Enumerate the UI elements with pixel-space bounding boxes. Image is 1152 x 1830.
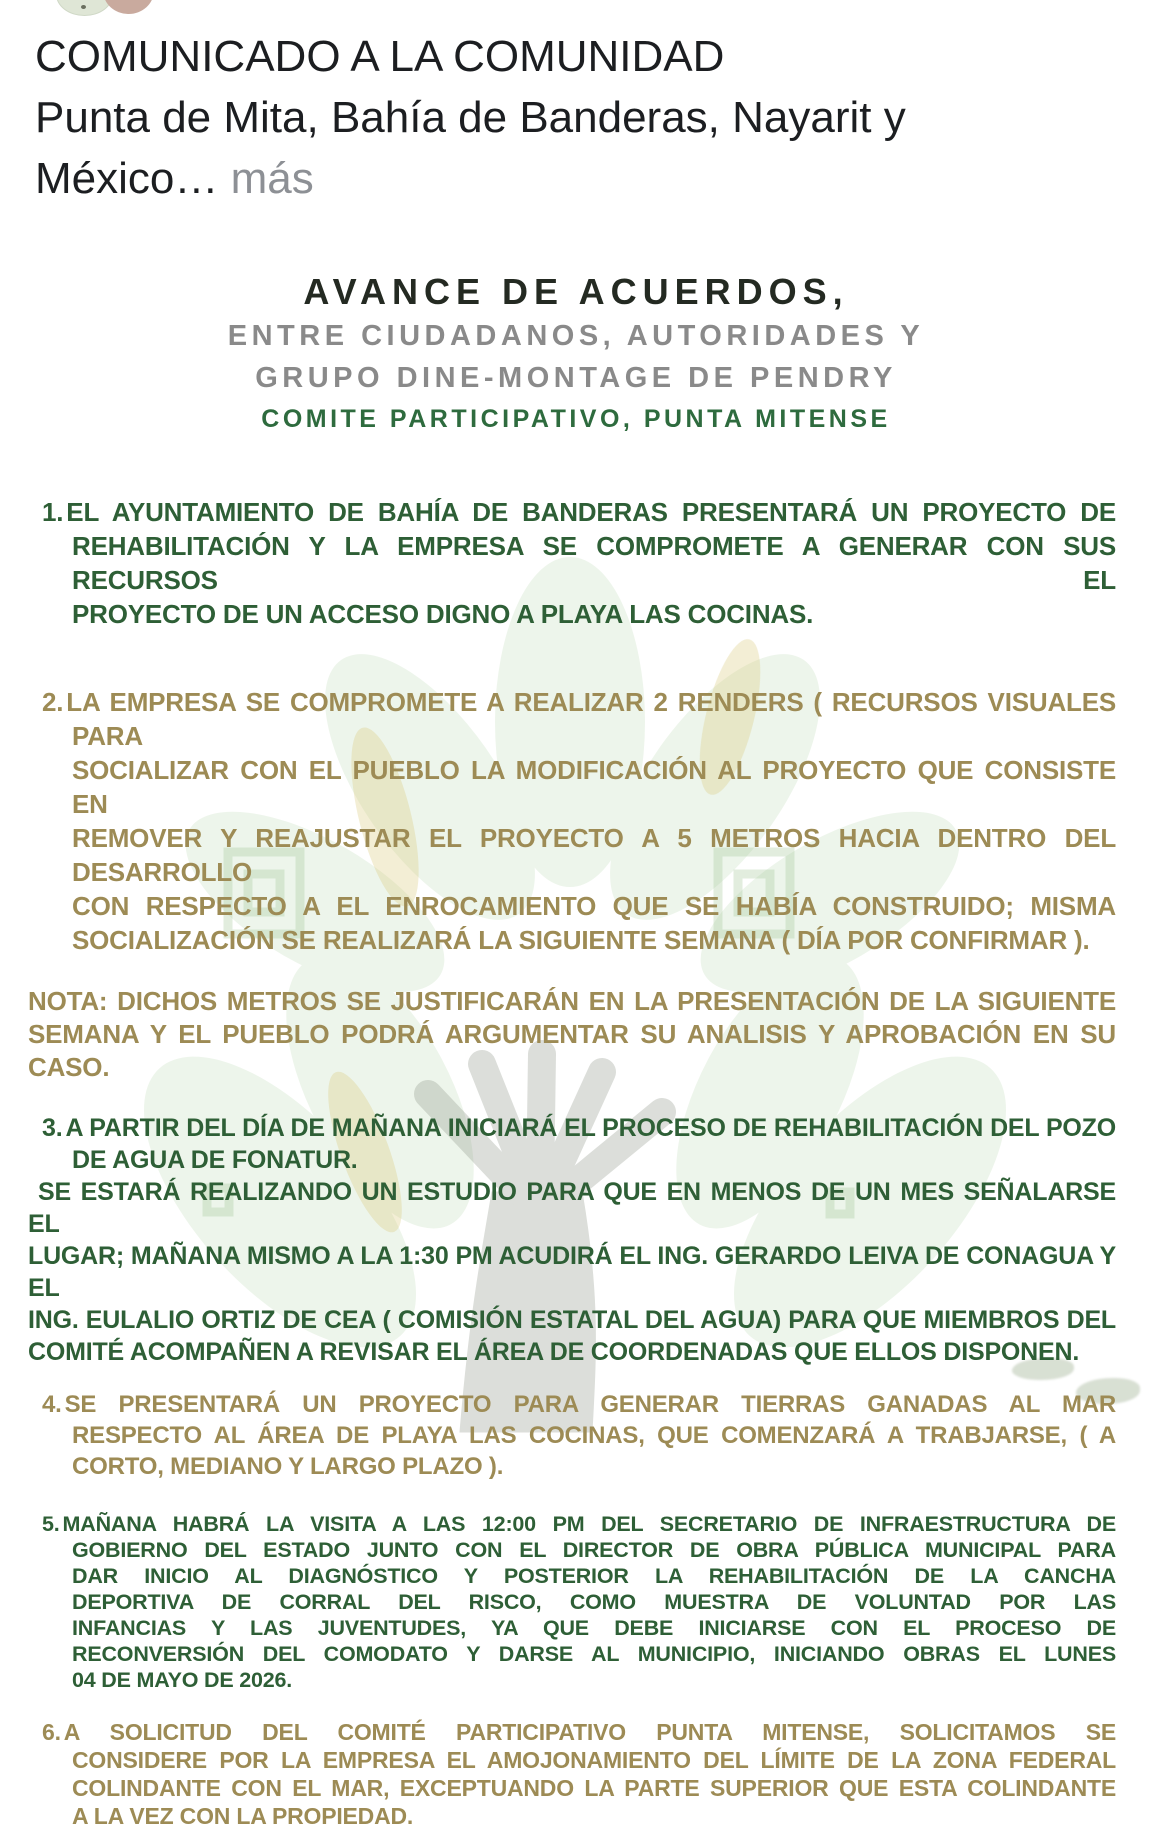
note-paragraph xyxy=(28,985,1116,1084)
post-text-fragment: México… xyxy=(35,154,219,203)
see-more-link[interactable]: más xyxy=(230,154,314,203)
item-number: 4. xyxy=(42,1391,62,1418)
agreement-item-6 xyxy=(42,1718,1116,1830)
text-line: CON RESPECTO A EL ENROCAMIENTO QUE SE HABÍA CONSTRUIDO; MISMA xyxy=(72,891,1116,921)
agreement-item-3 xyxy=(42,1112,1116,1176)
text-line: LUGAR; MAÑANA MISMO A LA 1:30 PM ACUDIRÁ EL ING. GERARDO LEIVA DE CONAGUA Y EL xyxy=(28,1242,1116,1302)
agreement-item-4 xyxy=(42,1389,1116,1482)
text-line: REHABILITACIÓN Y LA EMPRESA SE COMPROMETE A GENERAR CON SUS RECURSOS EL xyxy=(72,531,1116,595)
text-line: COLINDANTE CON EL MAR, EXCEPTUANDO LA PARTE SUPERIOR QUE ESTA COLINDANTE xyxy=(72,1775,1116,1801)
text-line: 4. SE PRESENTARÁ UN PROYECTO PARA GENERAR TIERRAS GANADAS AL MAR xyxy=(42,1391,1116,1418)
text-line: NOTA: DICHOS METROS SE JUSTIFICARÁN EN LA PRESENTACIÓN DE LA SIGUIENTE xyxy=(28,986,1116,1016)
post-text xyxy=(0,0,1152,209)
text-line: 1. EL AYUNTAMIENTO DE BAHÍA DE BANDERAS PRESENTARÁ UN PROYECTO DE xyxy=(42,497,1116,527)
text-line: 3. A PARTIR DEL DÍA DE MAÑANA INICIARÁ EL PROCESO DE REHABILITACIÓN DEL POZO xyxy=(42,1114,1116,1142)
text-line: COMITÉ ACOMPAÑEN A REVISAR EL ÁREA DE COORDENADAS QUE ELLOS DISPONEN. xyxy=(28,1338,1080,1366)
document-subtitle-line1: ENTRE CIUDADANOS, AUTORIDADES Y xyxy=(227,320,925,352)
text-line: INFANCIAS Y LAS JUVENTUDES, YA QUE DEBE INICIARSE CON EL PROCESO DE xyxy=(72,1616,1116,1640)
document-subtitle-line2: GRUPO DINE-MONTAGE DE PENDRY xyxy=(255,362,897,394)
post-text-line: COMUNICADO A LA COMUNIDAD xyxy=(35,32,725,81)
text-line: CONSIDERE POR LA EMPRESA EL AMOJONAMIENTO DEL LÍMITE DE LA ZONA FEDERAL xyxy=(72,1747,1116,1773)
item-number: 2. xyxy=(42,687,64,717)
item-number: 3. xyxy=(42,1114,63,1142)
text-line: PROYECTO DE UN ACCESO DIGNO A PLAYA LAS COCINAS. xyxy=(72,599,814,629)
text-line: ING. EULALIO ORTIZ DE CEA ( COMISIÓN ESTATAL DEL AGUA) PARA QUE MIEMBROS DEL xyxy=(28,1306,1116,1334)
post-text-line xyxy=(35,148,1116,209)
agreement-item-2 xyxy=(42,685,1116,957)
text-line: DE AGUA DE FONATUR. xyxy=(72,1146,358,1174)
text-line: SOCIALIZACIÓN SE REALIZARÁ LA SIGUIENTE SEMANA ( DÍA POR CONFIRMAR ). xyxy=(72,925,1090,955)
text-line: RECONVERSIÓN DEL COMODATO Y DARSE AL MUNICIPIO, INICIANDO OBRAS EL LUNES xyxy=(72,1642,1116,1666)
document-heading xyxy=(0,269,1152,439)
text-line: 5. MAÑANA HABRÁ LA VISITA A LAS 12:00 PM DEL SECRETARIO DE INFRAESTRUCTURA DE xyxy=(42,1512,1116,1536)
text-line: RESPECTO AL ÁREA DE PLAYA LAS COCINAS, QUE COMENZARÁ A TRABJARSE, ( A xyxy=(72,1422,1116,1449)
attached-document-image[interactable] xyxy=(0,269,1152,1830)
text-line: SE ESTARÁ REALIZANDO UN ESTUDIO PARA QUE EN MENOS DE UN MES SEÑALARSE EL xyxy=(28,1178,1116,1238)
text-line: DAR INICIO AL DIAGNÓSTICO Y POSTERIOR LA REHABILITACIÓN DE LA CANCHA xyxy=(72,1564,1116,1588)
item-number: 5. xyxy=(42,1512,60,1536)
item-number: 6. xyxy=(42,1719,61,1745)
document-title: AVANCE DE ACUERDOS, xyxy=(303,271,849,312)
text-line: CORTO, MEDIANO Y LARGO PLAZO ). xyxy=(72,1453,504,1480)
text-line: SEMANA Y EL PUEBLO PODRÁ ARGUMENTAR SU ANALISIS Y APROBACIÓN EN SU CASO. xyxy=(28,1019,1116,1082)
text-line: SOCIALIZAR CON EL PUEBLO LA MODIFICACIÓN AL PROYECTO QUE CONSISTE EN xyxy=(72,755,1116,819)
text-line: DEPORTIVA DE CORRAL DEL RISCO, COMO MUESTRA DE VOLUNTAD POR LAS xyxy=(72,1590,1116,1614)
post-text-line: Punta de Mita, Bahía de Banderas, Nayarit y xyxy=(35,93,906,142)
agreement-item-1 xyxy=(42,495,1116,631)
document-committee-line: COMITE PARTICIPATIVO, PUNTA MITENSE xyxy=(261,405,891,433)
text-line: A LA VEZ CON LA PROPIEDAD. xyxy=(72,1803,414,1829)
text-line: 2. LA EMPRESA SE COMPROMETE A REALIZAR 2 RENDERS ( RECURSOS VISUALES PARA xyxy=(42,687,1116,751)
text-line: 6. A SOLICITUD DEL COMITÉ PARTICIPATIVO PUNTA MITENSE, SOLICITAMOS SE xyxy=(42,1719,1116,1745)
item3-continuation-paragraph xyxy=(28,1176,1116,1368)
agreement-item-5 xyxy=(42,1511,1116,1693)
text-line: 04 DE MAYO DE 2026. xyxy=(72,1668,293,1692)
text-line: GOBIERNO DEL ESTADO JUNTO CON EL DIRECTOR DE OBRA PÚBLICA MUNICIPAL PARA xyxy=(72,1538,1116,1562)
agreement-list xyxy=(28,495,1116,1830)
text-line: REMOVER Y REAJUSTAR EL PROYECTO A 5 METROS HACIA DENTRO DEL DESARROLLO xyxy=(72,823,1116,887)
item-number: 1. xyxy=(42,497,64,527)
